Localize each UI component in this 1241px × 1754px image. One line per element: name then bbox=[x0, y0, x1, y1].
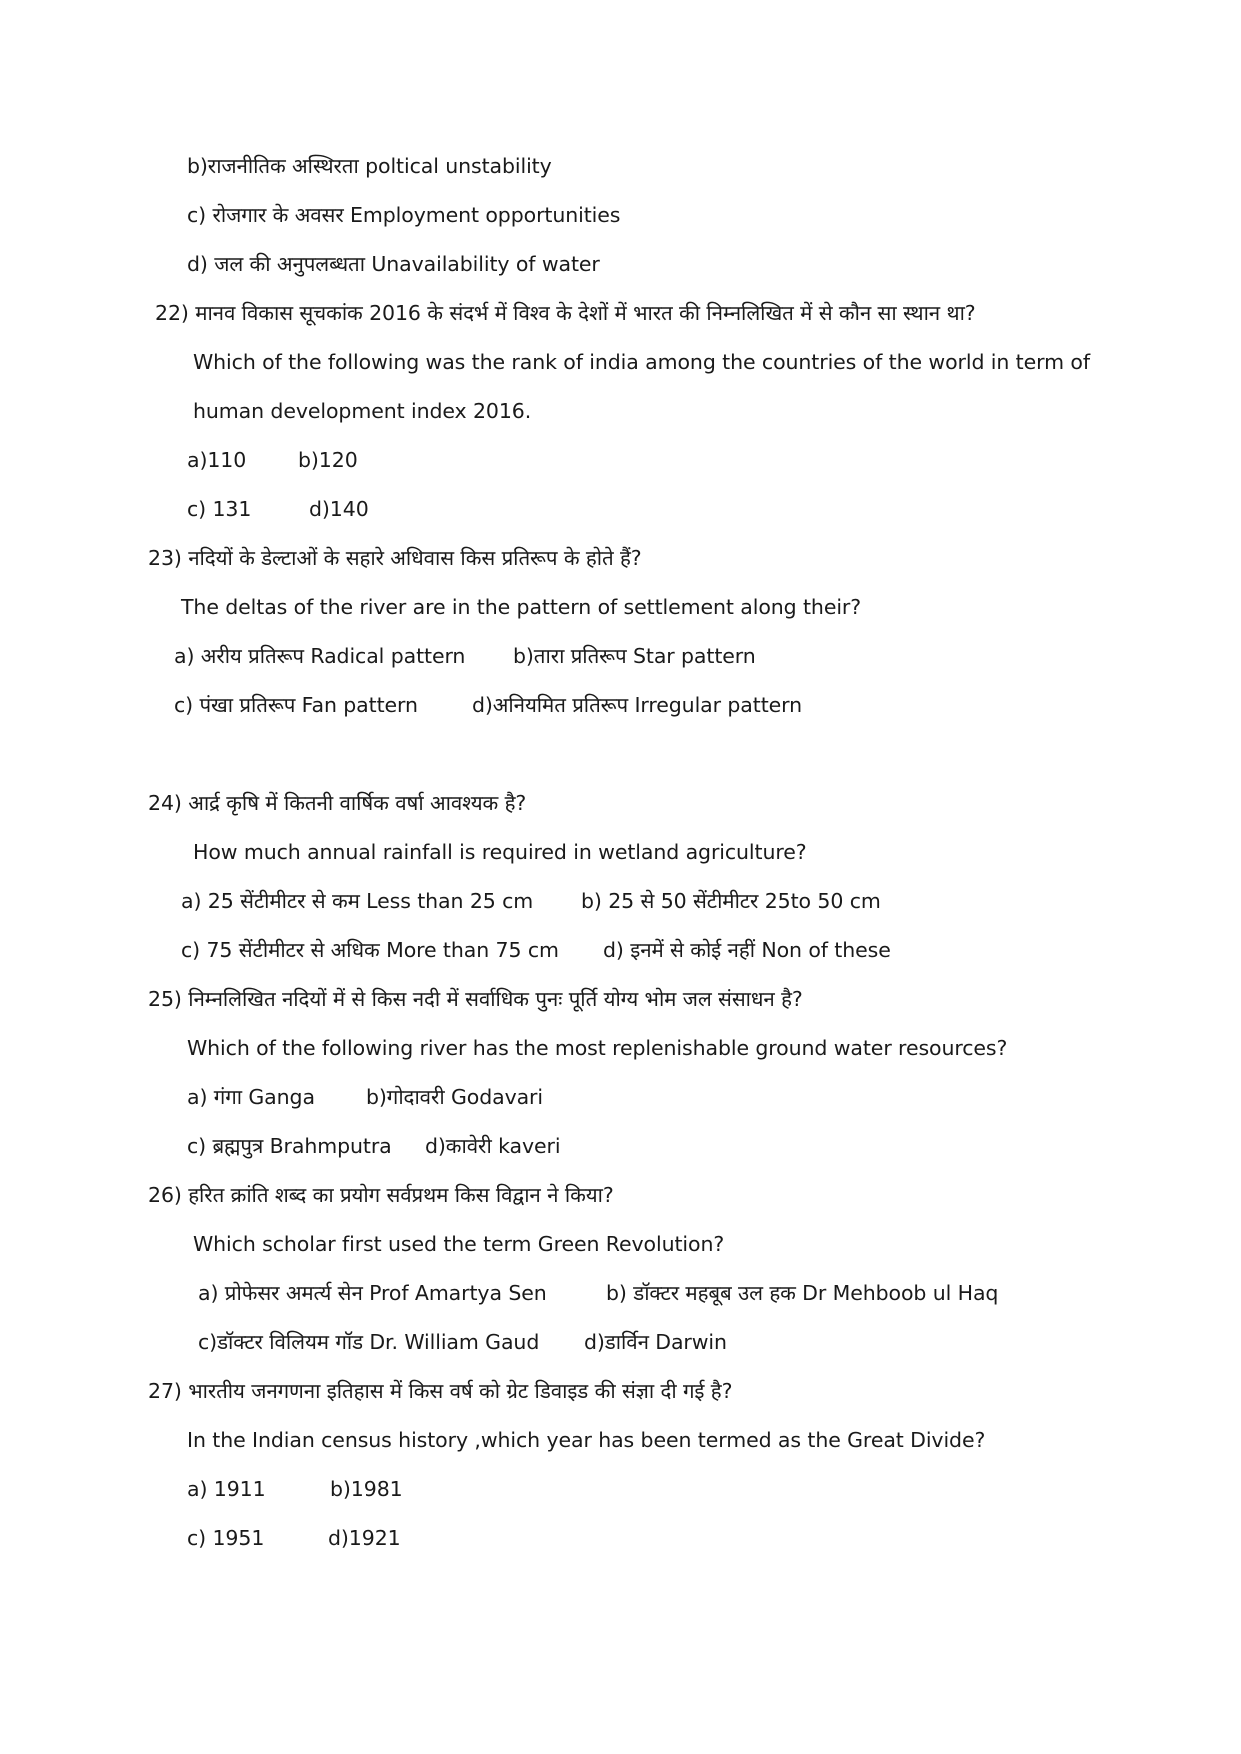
q27-option-d: d)1921 bbox=[328, 1526, 401, 1550]
q24-option-a: a) 25 सेंटीमीटर से कम Less than 25 cm bbox=[181, 889, 534, 913]
q26-option-d: d)डार्विन Darwin bbox=[584, 1330, 727, 1354]
q26-option-a: a) प्रोफेसर अमर्त्य सेन Prof Amartya Sen bbox=[198, 1281, 547, 1305]
q24-option-d: d) इनमें से कोई नहीं Non of these bbox=[603, 938, 891, 962]
q25-question-hindi: 25) निम्नलिखित नदियों में से किस नदी में सर्वाधिक पुनः पूर्ति योग्य भोम जल संसाधन है? bbox=[148, 987, 803, 1011]
q27-option-b: b)1981 bbox=[330, 1477, 403, 1501]
q22-question-english-line2: human development index 2016. bbox=[193, 399, 532, 423]
q24-question-hindi: 24) आर्द्र कृषि में कितनी वार्षिक वर्षा आवश्यक है? bbox=[148, 791, 527, 815]
q26-option-c: c)डॉक्टर विलियम गॉड Dr. William Gaud bbox=[198, 1330, 540, 1354]
q26-question-hindi: 26) हरित क्रांति शब्द का प्रयोग सर्वप्रथम किस विद्वान ने किया? bbox=[148, 1183, 614, 1207]
q24-question-english: How much annual rainfall is required in wetland agriculture? bbox=[193, 840, 807, 864]
q25-option-a: a) गंगा Ganga bbox=[187, 1085, 315, 1109]
q27-question-hindi: 27) भारतीय जनगणना इतिहास में किस वर्ष को ग्रेट डिवाइड की संज्ञा दी गई है? bbox=[148, 1379, 733, 1403]
q23-option-a: a) अरीय प्रतिरूप Radical pattern bbox=[174, 644, 466, 668]
q22-option-c: c) 131 bbox=[187, 497, 252, 521]
q25-option-d: d)कावेरी kaveri bbox=[425, 1134, 561, 1158]
q22-question-english-line1: Which of the following was the rank of india among the countries of the world in term of bbox=[193, 350, 1090, 374]
q23-option-b: b)तारा प्रतिरूप Star pattern bbox=[513, 644, 756, 668]
q22-option-d: d)140 bbox=[309, 497, 369, 521]
q22-question-hindi: 22) मानव विकास सूचकांक 2016 के संदर्भ में विश्व के देशों में भारत की निम्नलिखित में से कौन सा स्थान था? bbox=[155, 301, 976, 325]
q27-option-c: c) 1951 bbox=[187, 1526, 265, 1550]
q21-option-c: c) रोजगार के अवसर Employment opportunities bbox=[187, 203, 621, 227]
q24-option-c: c) 75 सेंटीमीटर से अधिक More than 75 cm bbox=[181, 938, 559, 962]
q21-option-d: d) जल की अनुपलब्धता Unavailability of water bbox=[187, 252, 600, 276]
q23-question-hindi: 23) नदियों के डेल्टाओं के सहारे अधिवास किस प्रतिरूप के होते हैं? bbox=[148, 546, 642, 570]
q27-option-a: a) 1911 bbox=[187, 1477, 266, 1501]
q21-option-b: b)राजनीतिक अस्थिरता poltical unstability bbox=[187, 154, 552, 178]
q22-option-b: b)120 bbox=[298, 448, 358, 472]
q27-question-english: In the Indian census history ,which year has been termed as the Great Divide? bbox=[187, 1428, 986, 1452]
q25-option-c: c) ब्रह्मपुत्र Brahmputra bbox=[187, 1134, 392, 1158]
q23-question-english: The deltas of the river are in the pattern of settlement along their? bbox=[181, 595, 862, 619]
q25-option-b: b)गोदावरी Godavari bbox=[366, 1085, 543, 1109]
q23-option-d: d)अनियमित प्रतिरूप Irregular pattern bbox=[472, 693, 803, 717]
q23-option-c: c) पंखा प्रतिरूप Fan pattern bbox=[174, 693, 418, 717]
q26-option-b: b) डॉक्टर महबूब उल हक Dr Mehboob ul Haq bbox=[606, 1281, 999, 1305]
q24-option-b: b) 25 से 50 सेंटीमीटर 25to 50 cm bbox=[581, 889, 881, 913]
q25-question-english: Which of the following river has the most replenishable ground water resources? bbox=[187, 1036, 1008, 1060]
q26-question-english: Which scholar first used the term Green Revolution? bbox=[193, 1232, 725, 1256]
q22-option-a: a)110 bbox=[187, 448, 247, 472]
